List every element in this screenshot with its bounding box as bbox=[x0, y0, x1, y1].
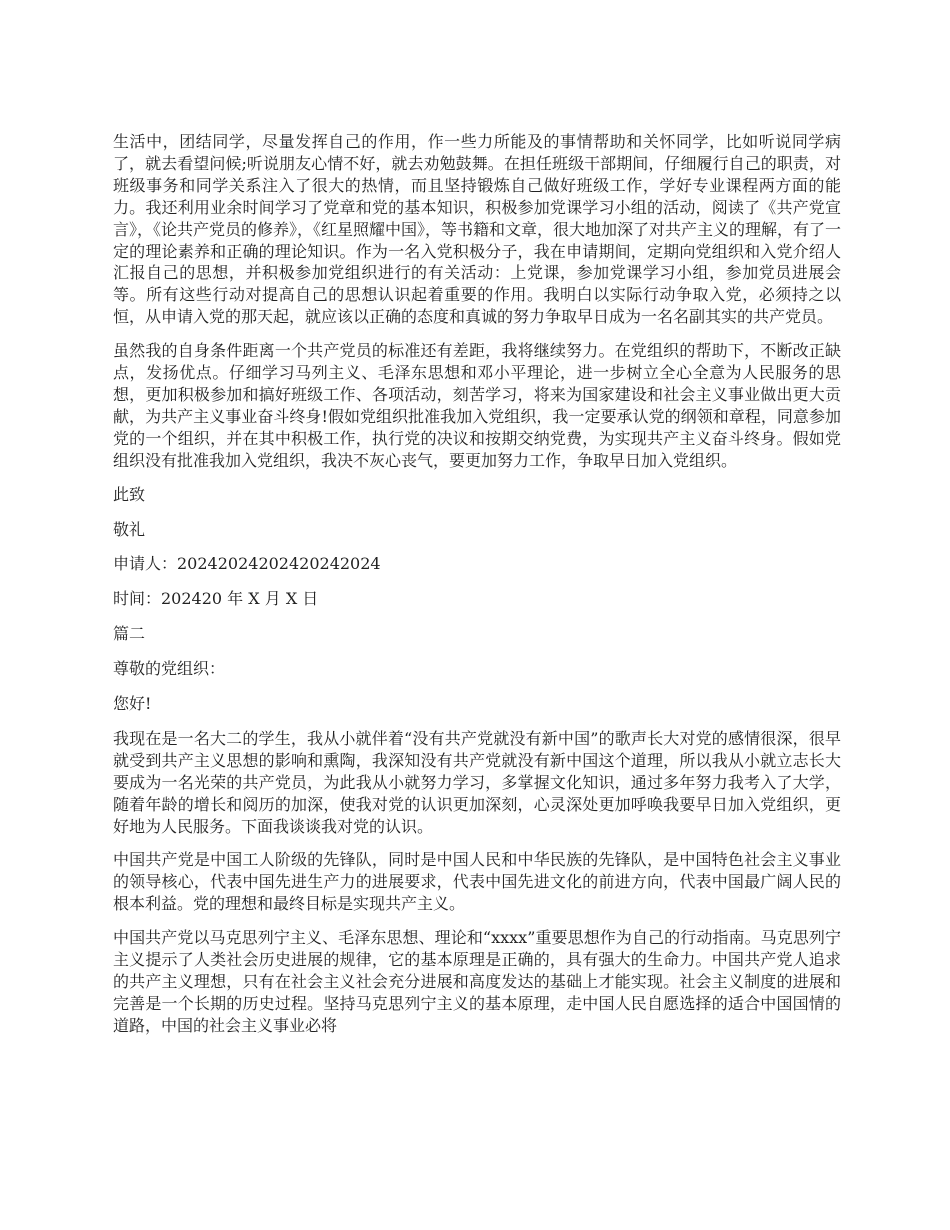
paragraph-1: 生活中，团结同学，尽量发挥自己的作用，作一些力所能及的事情帮助和关怀同学，比如听说同学病了，就去看望问候;听说朋友心情不好，就去劝勉鼓舞。在担任班级干部期间，仔细履行自己的职责，对班级事务和同学关系注入了很大的热情，而且坚持锻炼自己做好班级工作，学好专业课程两方面的能力。我还利用业余时间学习了党章和党的基本知识，积极参加党课学习小组的活动，阅读了《共产党宣言》，《论共产党员的修养》，《红星照耀中国》，等书籍和文章，很大地加深了对共产主义的理解，有了一定的理论素养和正确的理论知识。作为一名入党积极分子，我在申请期间，定期向党组织和入党介绍人汇报自己的思想，并积极参加党组织进行的有关活动：上党课，参加党课学习小组，参加党员进展会等。所有这些行动对提高自己的思想认识起着重要的作用。我明白以实际行动争取入党，必须持之以恒，从申请入党的那天起，就应该以正确的态度和真诚的努力争取早日成为一名名副其实的共产党员。 bbox=[113, 132, 842, 327]
paragraph-3: 我现在是一名大二的学生，我从小就伴着“没有共产党就没有新中国”的歌声长大对党的感情很深，很早就受到共产主义思想的影响和熏陶，我深知没有共产党就没有新中国这个道理，所以我从小就立志长大要成为一名光荣的共产党员，为此我从小就努力学习，多掌握文化知识，通过多年努力我考入了大学，随着年龄的增长和阅历的加深，使我对党的认识更加深刻，心灵深处更加呼唤我要早日加入党组织，更好地为人民服务。下面我谈谈我对党的认识。 bbox=[113, 728, 841, 836]
paragraph-4: 中国共产党是中国工人阶级的先锋队，同时是中国人民和中华民族的先锋队，是中国特色社会主义事业的领导核心，代表中国先进生产力的进展要求，代表中国先进文化的前进方向，代表中国最广阔人民的根本利益。党的理想和最终目标是实现共产主义。 bbox=[113, 850, 841, 914]
section-heading: 篇二 bbox=[113, 624, 146, 644]
paragraph-5: 中国共产党以马克思列宁主义、毛泽东思想、理论和“xxxx”重要思想作为自己的行动指南。马克思列宁主义提示了人类社会历史进展的规律，它的基本原理是正确的，具有强大的生命力。中国共产党人追求的共产主义理想，只有在社会主义社会充分进展和高度发达的基础上才能实现。社会主义制度的进展和完善是一个长期的历史过程。坚持马克思列宁主义的基本原理，走中国人民自愿选择的适合中国国情的道路，中国的社会主义事业必将 bbox=[113, 928, 841, 1035]
closing-cizhi: 此致 bbox=[113, 484, 146, 504]
date-line: 时间：202420 年 X 月 X 日 bbox=[113, 589, 319, 609]
greeting: 您好! bbox=[113, 694, 152, 714]
applicant-line: 申请人：20242024202420242024 bbox=[113, 554, 381, 574]
closing-jingli: 敬礼 bbox=[113, 519, 146, 539]
paragraph-2: 虽然我的自身条件距离一个共产党员的标准还有差距，我将继续努力。在党组织的帮助下，不断改正缺点，发扬优点。仔细学习马列主义、毛泽东思想和邓小平理论，进一步树立全心全意为人民服务的思想，更加积极参加和搞好班级工作、各项活动，刻苦学习，将来为国家建设和社会主义事业做出更大贡献，为共产主义事业奋斗终身!假如党组织批准我加入党组织，我一定要承认党的纲领和章程，同意参加党的一个组织，并在其中积极工作，执行党的决议和按期交纳党费，为实现共产主义奋斗终身。假如党组织没有批准我加入党组织，我决不灰心丧气，要更加努力工作，争取早日加入党组织。 bbox=[113, 341, 841, 470]
salutation: 尊敬的党组织： bbox=[113, 659, 226, 679]
document-body bbox=[113, 131, 841, 1049]
